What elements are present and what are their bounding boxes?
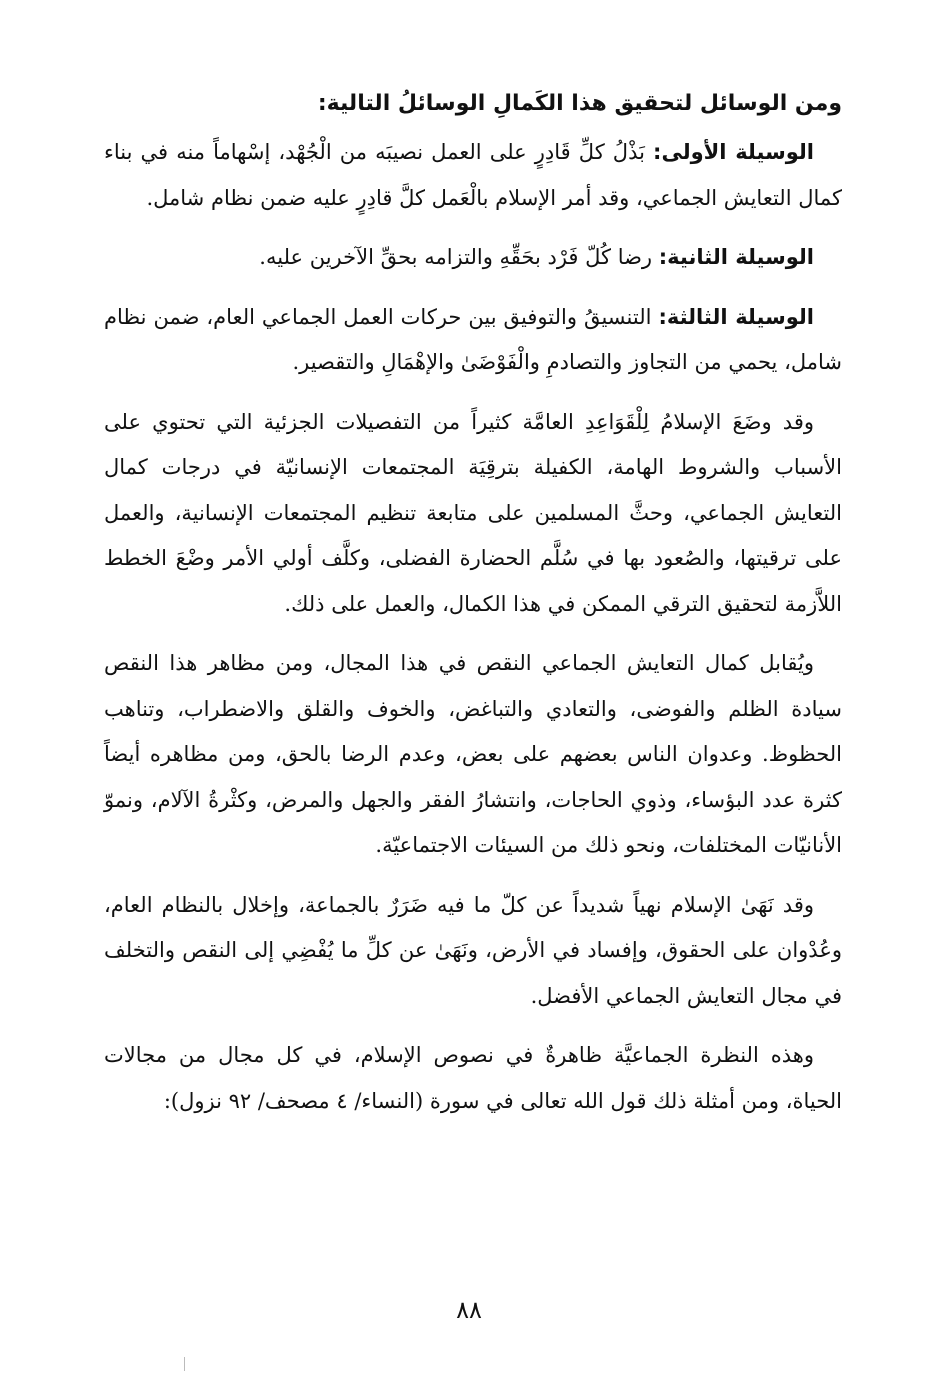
means-third-label: الوسيلة الثالثة: — [658, 304, 814, 329]
paragraph-prohibition: وقد نَهَىٰ الإسلام نهياً شديداً عن كلّ ما فيه ضَرَرٌ بالجماعة، وإخلال بالنظام العام، وعُدْوان على الحقوق، وإفساد في الأرض، ونَهَىٰ عن كلِّ ما يُفْضِي إلى النقص والتخلف في مجال التعايش الجماعي الأفضل. — [104, 892, 842, 1008]
means-second-text: رضا كُلّ فَرْد بحَقِّهِ والتزامه بحقِّ الآخرين عليه. — [259, 245, 653, 269]
means-first-label: الوسيلة الأولى: — [653, 140, 814, 164]
means-third — [104, 295, 842, 386]
paragraph-collective-view: وهذه النظرة الجماعيَّة ظاهرةٌ في نصوص الإسلام، في كل مجال من مجالات الحياة، ومن أمثلة ذلك قول الله تعالى في سورة (النساء/ ٤ مصحف/ ٩٢ نزول): — [104, 1043, 842, 1113]
means-first-text: بَذْلُ كلِّ قَادِرٍ على العمل نصيبَه من الْجُهْد، إسْهاماً منه في بناء كمال التعايش الجماعي، وقد أمر الإسلام بالْعَمل كلَّ قادِرٍ عليه ضمن نظام شامل. — [104, 140, 842, 210]
means-second — [104, 235, 842, 281]
paragraph-deficiency: ويُقابل كمال التعايش الجماعي النقص في هذا المجال، ومن مظاهر هذا النقص سيادة الظلم والفوضى، والتعادي والتباغض، والخوف والقلق والاضطراب، وتناهب الحظوظ. وعدوان الناس بعضهم على بعض، وعدم الرضا بالحق، ومن مظاهره أيضاً كثرة عدد البؤساء، وذوي الحاجات، وانتشارُ الفقر والجهل والمرض، وكثْرةُ الآلام، ونموّ الأنانيّات المختلفات، ونحو ذلك من السيئات الاجتماعيّة. — [104, 651, 842, 857]
section-heading: ومن الوسائل لتحقيق هذا الكَمالِ الوسائلُ التالية: — [317, 91, 842, 116]
means-second-label: الوسيلة الثانية: — [658, 245, 814, 269]
means-third-text: التنسيقُ والتوفيق بين حركات العمل الجماعي العام، ضمن نظام شامل، يحمي من التجاوز والتصادمِ والْفَوْضَىٰ والإهْمَالِ والتقصير. — [104, 304, 842, 374]
scan-mark — [184, 1357, 185, 1371]
page-body — [104, 82, 842, 1138]
page-number: ٨٨ — [456, 1296, 482, 1324]
means-first — [104, 130, 842, 221]
paragraph-islamic-rules: وقد وضَعَ الإسلامُ لِلْقَوَاعِدِ العامَّة كثيراً من التفصيلات الجزئية التي تحتوي على الأسباب والشروط الهامة، الكفيلة بترقِيَة المجتمعات الإنسانيّة في درجات كمال التعايش الجماعي، وحثَّ المسلمين على متابعة تنظيم المجتمعات الإنسانية، والعمل على ترقيتها، والصُعود بها في سُلَّم الحضارة الفضلى، وكلَّف أولي الأمر وضْعَ الخطط اللاَّزمة لتحقيق الترقي الممكن في هذا الكمال، والعمل على ذلك. — [104, 409, 842, 616]
